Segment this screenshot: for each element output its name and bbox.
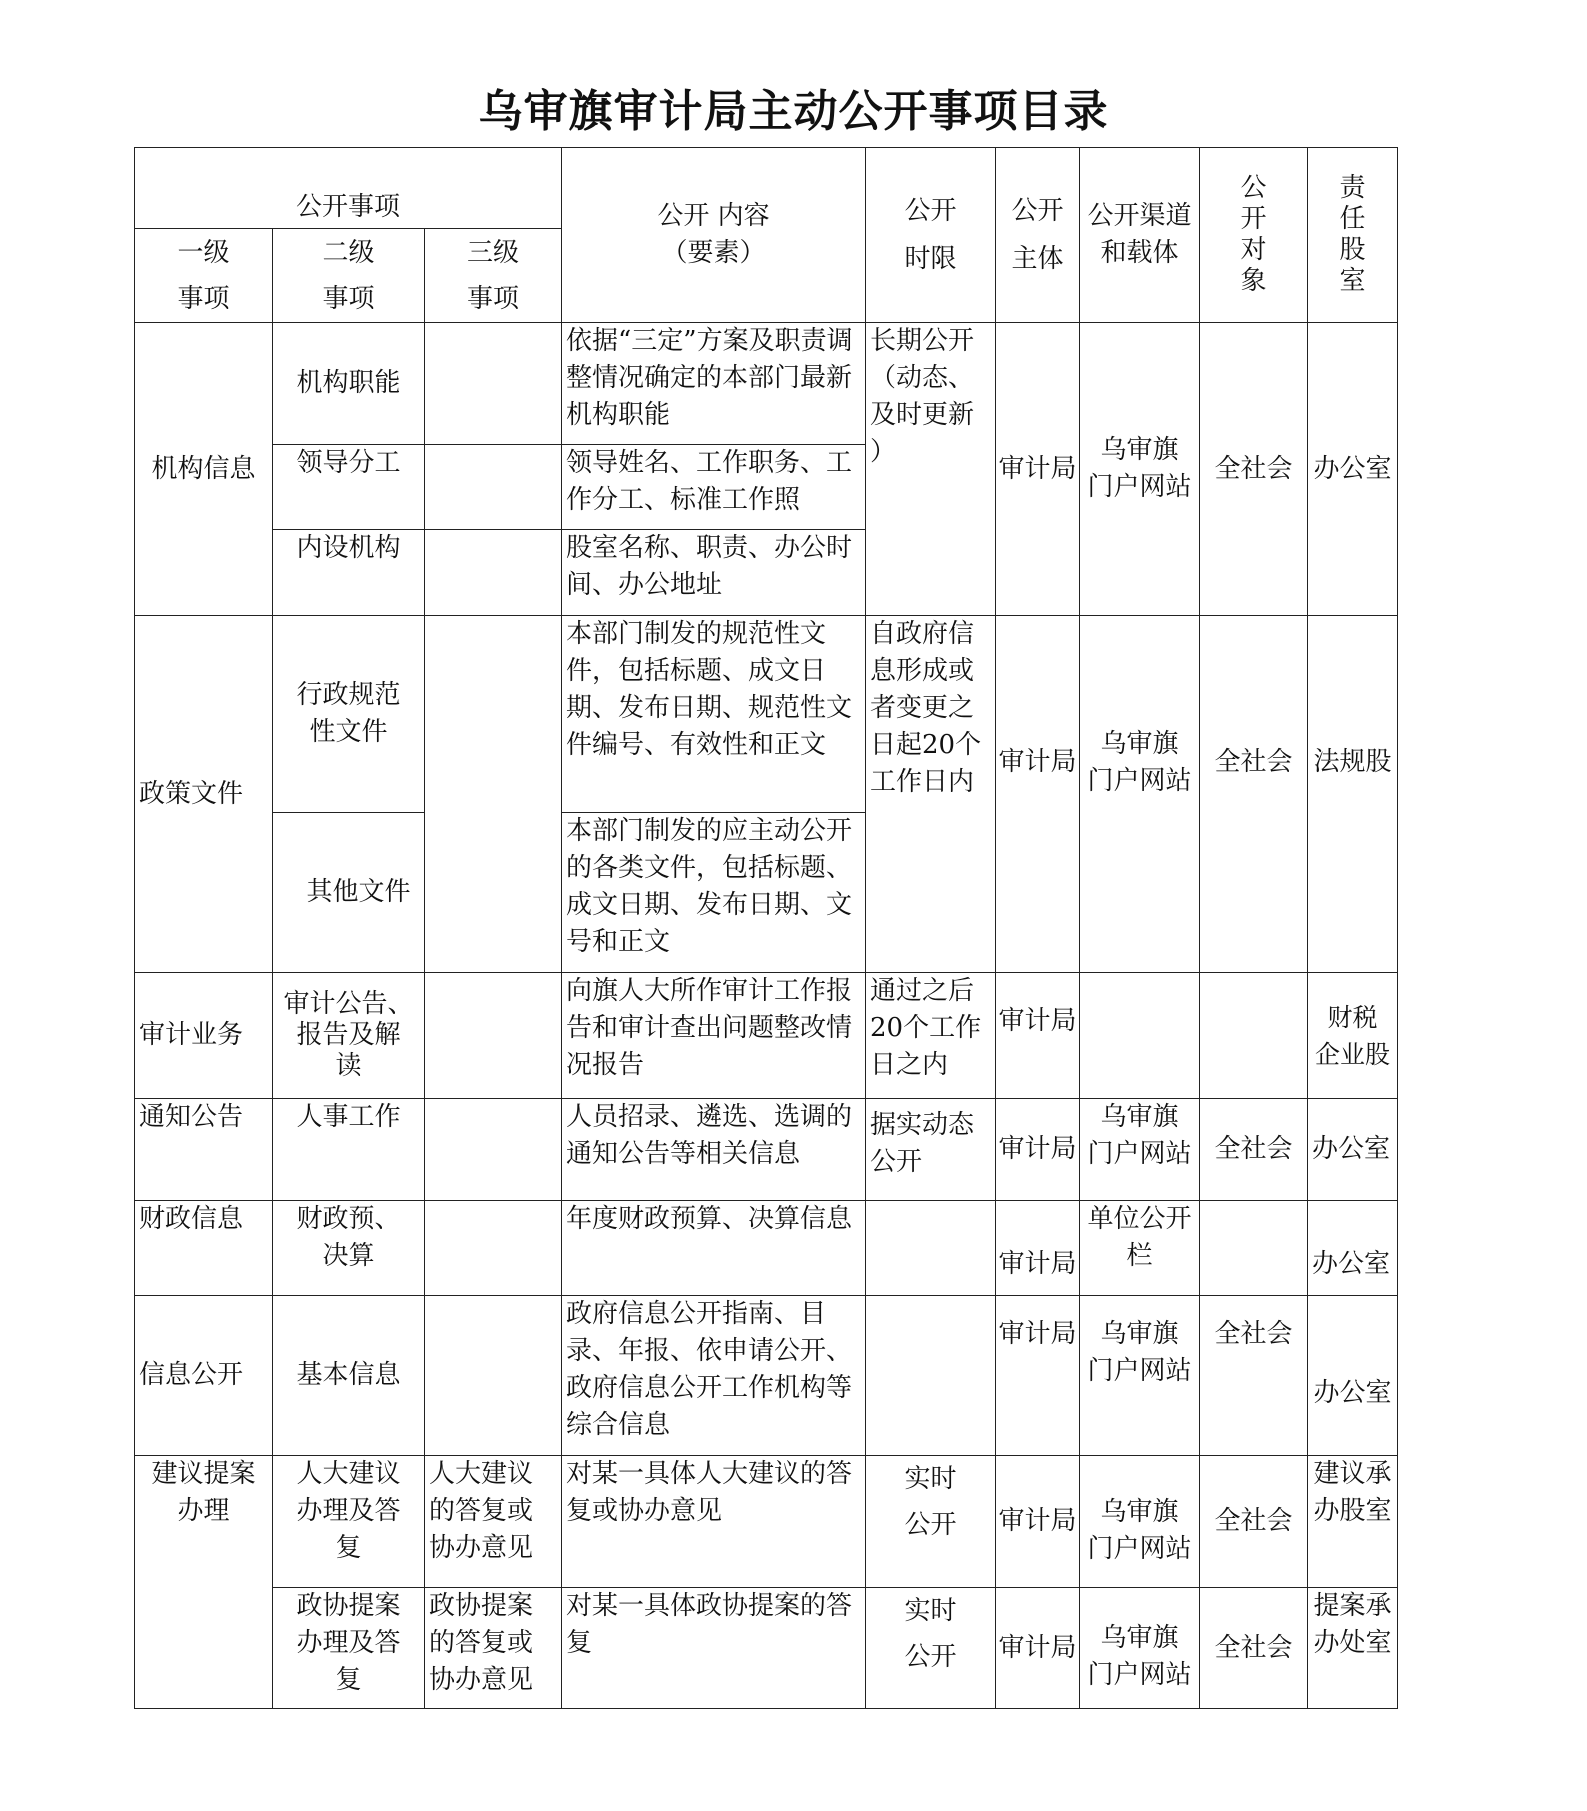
row-level2: 财政预、 决算	[273, 1201, 425, 1296]
row-content: 依据“三定”方案及职责调整情况确定的本部门最新机构职能	[562, 323, 866, 445]
row-dept: 法规股	[1308, 616, 1398, 973]
row-channel: 乌审旗 门户网站	[1080, 1099, 1200, 1201]
row-channel: 乌审旗 门户网站	[1080, 323, 1200, 616]
row-level3	[425, 323, 562, 445]
row-subject: 审计局	[996, 1201, 1080, 1296]
row-target: 全社会	[1200, 323, 1308, 616]
page-title: 乌审旗审计局主动公开事项目录	[478, 86, 1109, 137]
header-dept: 责 任 股 室	[1308, 148, 1398, 323]
row-target: 全社会	[1200, 1456, 1308, 1588]
row-level3	[425, 530, 562, 616]
row-channel	[1080, 973, 1200, 1099]
row-content: 本部门制发的应主动公开的各类文件，包括标题、成文日期、发布日期、文号和正文	[562, 813, 866, 973]
row-dept: 办公室	[1308, 1296, 1398, 1456]
row-content: 政府信息公开指南、目录、年报、依申请公开、政府信息公开工作机构等综合信息	[562, 1296, 866, 1456]
row-level3	[425, 616, 562, 973]
row-level1: 机构信息	[135, 323, 273, 616]
row-target	[1200, 1201, 1308, 1296]
row-level3	[425, 445, 562, 530]
row-subject: 审计局	[996, 1099, 1080, 1201]
row-level3	[425, 1296, 562, 1456]
row-level3: 政协提案 的答复或 协办意见	[425, 1588, 562, 1709]
row-level3	[425, 1201, 562, 1296]
row-level2: 政协提案 办理及答 复	[273, 1588, 425, 1709]
row-channel: 乌审旗 门户网站	[1080, 1588, 1200, 1709]
row-content: 人员招录、遴选、选调的通知公告等相关信息	[562, 1099, 866, 1201]
row-target	[1200, 973, 1308, 1099]
row-level2: 基本信息	[273, 1296, 425, 1456]
row-time: 据实动态 公开	[866, 1099, 996, 1201]
row-content: 对某一具体人大建议的答复或协办意见	[562, 1456, 866, 1588]
header-level1: 一级 事项	[135, 229, 273, 323]
row-content: 年度财政预算、决算信息	[562, 1201, 866, 1296]
row-level3: 人大建议 的答复或 协办意见	[425, 1456, 562, 1588]
row-level2: 人事工作	[273, 1099, 425, 1201]
row-level2: 行政规范 性文件	[273, 616, 425, 813]
row-level1: 审计业务	[135, 973, 273, 1099]
row-content: 领导姓名、工作职务、工作分工、标准工作照	[562, 445, 866, 530]
row-channel: 乌审旗 门户网站	[1080, 1456, 1200, 1588]
row-subject: 审计局	[996, 616, 1080, 973]
row-target: 全社会	[1200, 616, 1308, 973]
row-level1: 信息公开	[135, 1296, 273, 1456]
row-level1: 建议提案 办理	[135, 1456, 273, 1709]
row-subject: 审计局	[996, 973, 1080, 1099]
row-time: 实时 公开	[866, 1588, 996, 1709]
row-content: 本部门制发的规范性文件，包括标题、成文日期、发布日期、规范性文件编号、有效性和正文	[562, 616, 866, 813]
row-target: 全社会	[1200, 1099, 1308, 1201]
row-content: 向旗人大所作审计工作报告和审计查出问题整改情况报告	[562, 973, 866, 1099]
row-level2: 审计公告、 报告及解 读	[273, 973, 425, 1099]
row-time	[866, 1296, 996, 1456]
row-level2: 其他文件	[273, 813, 425, 973]
row-level1: 政策文件	[135, 616, 273, 973]
row-dept: 财税 企业股	[1308, 973, 1398, 1099]
header-target: 公 开 对 象	[1200, 148, 1308, 323]
row-time	[866, 1201, 996, 1296]
row-dept: 办公室	[1308, 1099, 1398, 1201]
row-level2: 机构职能	[273, 323, 425, 445]
row-subject: 审计局	[996, 1456, 1080, 1588]
row-level3	[425, 1099, 562, 1201]
row-dept: 办公室	[1308, 1201, 1398, 1296]
header-subject: 公开 主体	[996, 148, 1080, 323]
row-channel: 单位公开 栏	[1080, 1201, 1200, 1296]
header-content: 公开 内容 （要素）	[562, 148, 866, 323]
row-level2: 内设机构	[273, 530, 425, 616]
header-group: 公开事项	[135, 148, 562, 229]
row-time: 实时 公开	[866, 1456, 996, 1588]
row-level1: 财政信息	[135, 1201, 273, 1296]
row-content: 对某一具体政协提案的答复	[562, 1588, 866, 1709]
row-content: 股室名称、职责、办公时间、办公地址	[562, 530, 866, 616]
row-dept: 办公室	[1308, 323, 1398, 616]
row-level2: 人大建议 办理及答 复	[273, 1456, 425, 1588]
row-level2: 领导分工	[273, 445, 425, 530]
row-target: 全社会	[1200, 1296, 1308, 1456]
header-time: 公开 时限	[866, 148, 996, 323]
row-dept: 提案承 办处室	[1308, 1588, 1398, 1709]
row-time: 长期公开 （动态、 及时更新 ）	[866, 323, 996, 616]
row-target: 全社会	[1200, 1588, 1308, 1709]
row-channel: 乌审旗 门户网站	[1080, 616, 1200, 973]
row-subject: 审计局	[996, 323, 1080, 616]
header-level3: 三级 事项	[425, 229, 562, 323]
row-channel: 乌审旗 门户网站	[1080, 1296, 1200, 1456]
row-subject: 审计局	[996, 1296, 1080, 1456]
header-channel: 公开渠道 和载体	[1080, 148, 1200, 323]
row-level3	[425, 973, 562, 1099]
row-dept: 建议承 办股室	[1308, 1456, 1398, 1588]
row-time: 通过之后 20个工作 日之内	[866, 973, 996, 1099]
disclosure-table	[134, 147, 1398, 1709]
row-time: 自政府信息形成或者变更之日起20个工作日内	[866, 616, 996, 973]
row-subject: 审计局	[996, 1588, 1080, 1709]
row-level1: 通知公告	[135, 1099, 273, 1201]
header-level2: 二级 事项	[273, 229, 425, 323]
